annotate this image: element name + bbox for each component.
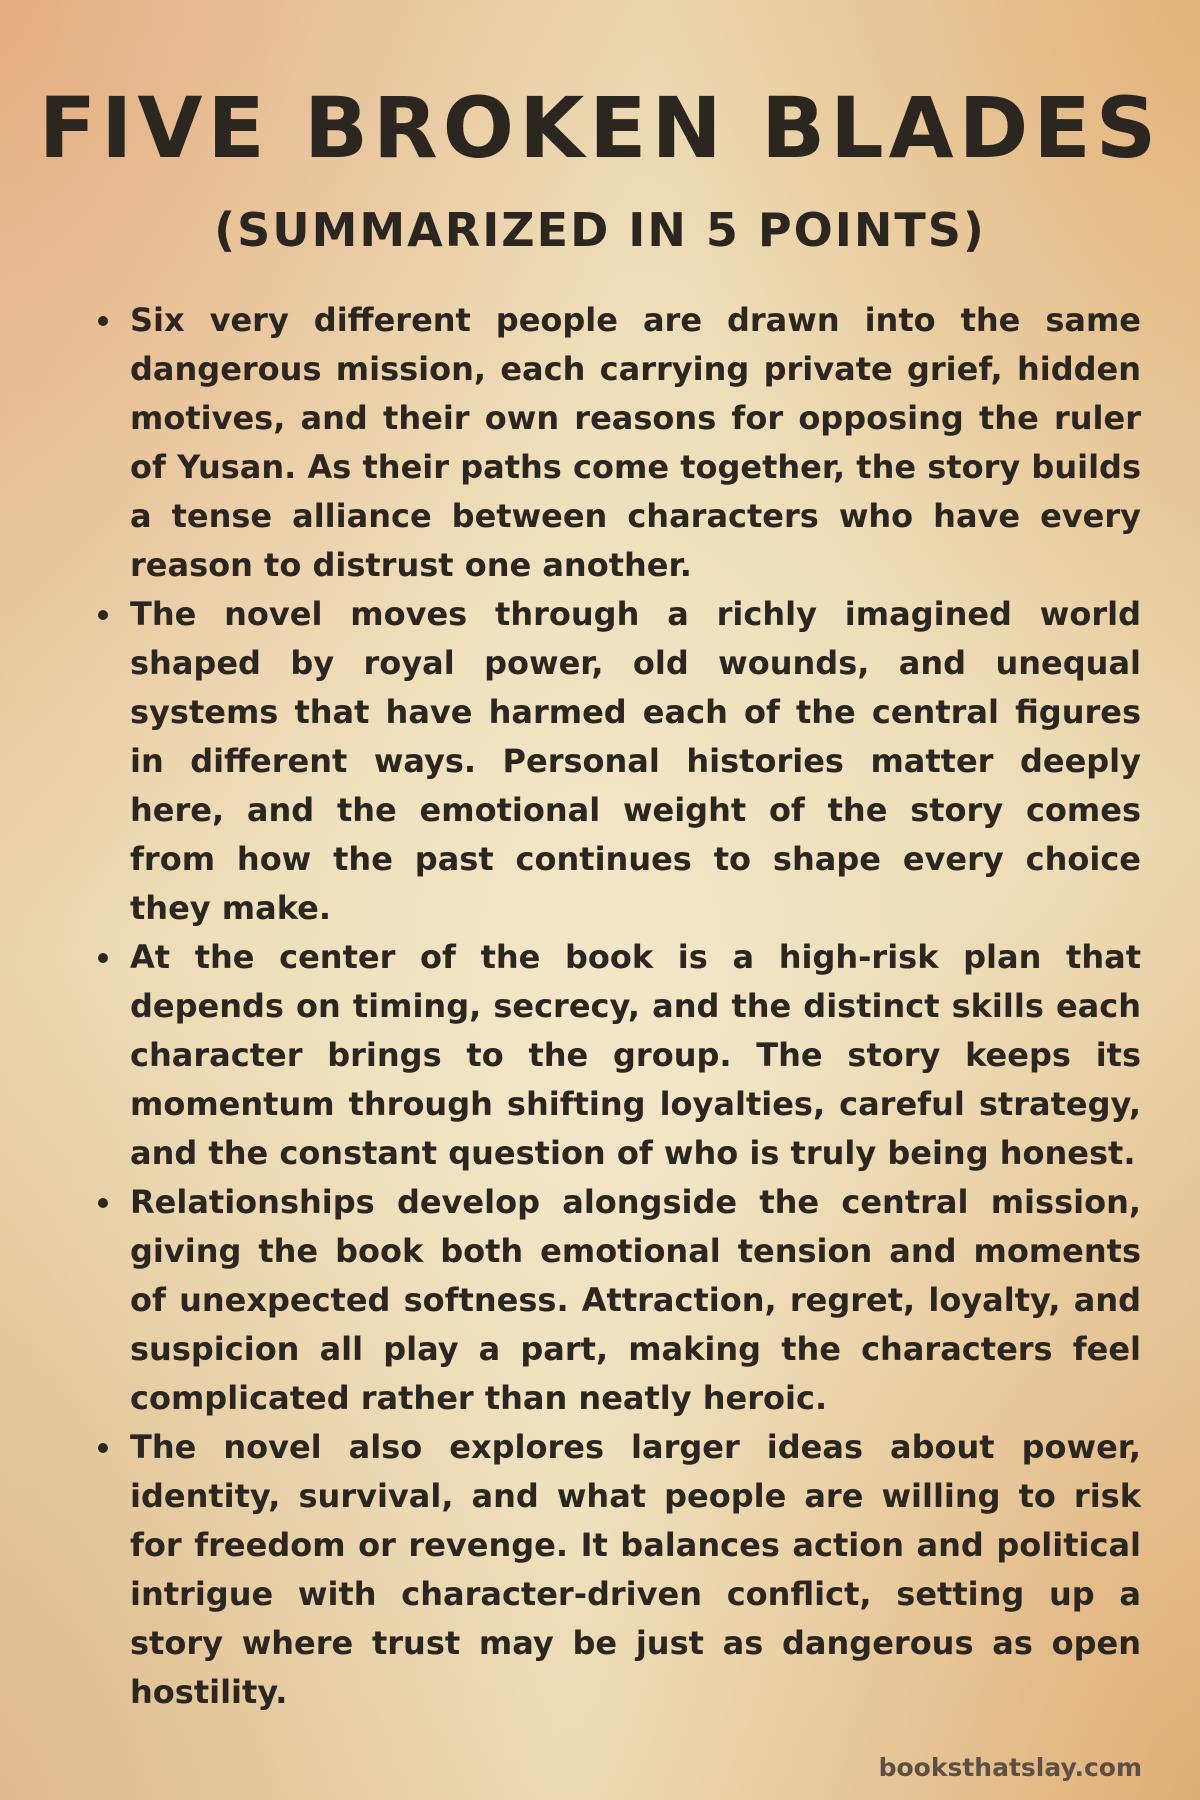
bullet-dot-icon [98, 610, 108, 620]
site-watermark: booksthatslay.com [878, 1753, 1142, 1782]
summary-point-text: The novel moves through a richly imagined world shaped by royal power, old wounds, and unequal systems that have harmed each of the central figures in different ways. Personal histories matter deeply here, and the emotional weight of the story comes from how the past continues to shape every choice they make. [130, 595, 1141, 927]
summary-point-1 [95, 296, 1141, 590]
page-title: FIVE BROKEN BLADES [38, 79, 1162, 177]
bullet-dot-icon [98, 953, 108, 963]
bullet-dot-icon [98, 316, 108, 326]
summary-point-text: The novel also explores larger ideas about power, identity, survival, and what people are willing to risk for freedom or revenge. It balances action and political intrigue with character-driven conflict, setting up a story where trust may be just as dangerous as open hostility. [130, 1428, 1141, 1711]
bullet-dot-icon [98, 1443, 108, 1453]
summary-point-text: At the center of the book is a high-risk plan that depends on timing, secrecy, and the distinct skills each character brings to the group. The story keeps its momentum through shifting loyalties, careful strategy, and the constant question of who is truly being honest. [130, 938, 1141, 1172]
summary-point-4 [95, 1178, 1141, 1423]
summary-point-3 [95, 933, 1141, 1178]
summary-points-list [95, 296, 1141, 1717]
summary-point-text: Relationships develop alongside the central mission, giving the book both emotional tension and moments of unexpected softness. Attraction, regret, loyalty, and suspicion all play a part, making the characters feel complicated rather than neatly heroic. [130, 1183, 1141, 1417]
page-subtitle: (SUMMARIZED IN 5 POINTS) [214, 203, 986, 257]
summary-point-5 [95, 1423, 1141, 1717]
summary-point-text: Six very different people are drawn into the same dangerous mission, each carrying private grief, hidden motives, and their own reasons for opposing the ruler of Yusan. As their paths come together, the story builds a tense alliance between characters who have every reason to distrust one another. [130, 301, 1141, 584]
summary-point-2 [95, 590, 1141, 933]
bullet-dot-icon [98, 1198, 108, 1208]
